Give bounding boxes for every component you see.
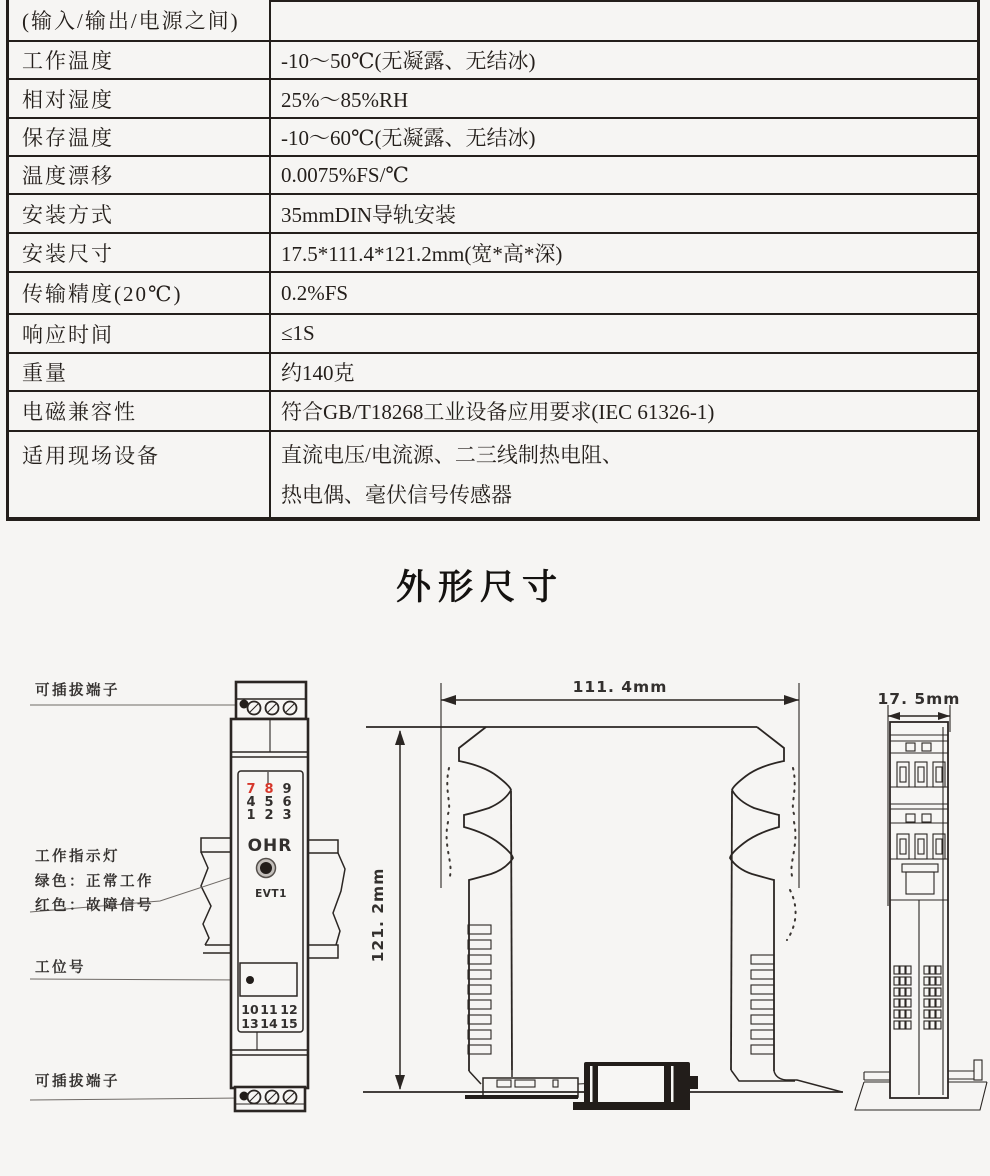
spec-label: 电磁兼容性 (9, 392, 271, 430)
svg-text:13: 13 (241, 1016, 259, 1031)
status-indicator-light (257, 859, 276, 878)
spec-value-line: 热电偶、毫伏信号传感器 (281, 483, 512, 507)
label-indicator-line1: 工作指示灯 (35, 849, 120, 865)
vent-slots-right (751, 955, 774, 1054)
svg-text:12: 12 (280, 1002, 298, 1017)
svg-text:14: 14 (260, 1016, 278, 1031)
dimension-111-4 (441, 678, 799, 888)
svg-text:15: 15 (280, 1016, 298, 1031)
svg-text:5: 5 (264, 795, 274, 810)
svg-text:8: 8 (264, 782, 274, 797)
side-view (363, 678, 843, 1110)
spec-value: 符合GB/T18268工业设备应用要求(IEC 61326-1) (281, 400, 715, 424)
spec-value-line: 直流电压/电流源、二三线制热电阻、 (281, 443, 623, 467)
spec-value: 约140克 (281, 361, 355, 385)
end-view (855, 690, 987, 1110)
label-pluggable-terminal-bottom: 可插拔端子 (35, 1074, 120, 1090)
terminal-block-top (236, 682, 306, 719)
spec-value: 35mmDIN导轨安装 (281, 202, 456, 227)
svg-text:3: 3 (282, 808, 292, 823)
svg-text:6: 6 (282, 795, 292, 810)
spec-label: 传输精度(20℃) (9, 273, 271, 313)
dim-depth-value: 121. 2mm (369, 867, 387, 963)
spec-value: -10～50℃(无凝露、无结冰) (281, 49, 536, 73)
spec-label: 工作温度 (9, 42, 271, 78)
indicator-label: EVT1 (255, 888, 287, 900)
svg-text:9: 9 (282, 782, 292, 797)
svg-text:1: 1 (246, 808, 256, 823)
svg-text:4: 4 (246, 795, 256, 810)
spec-label: (输入/输出/电源之间) (9, 0, 271, 40)
svg-text:7: 7 (246, 782, 256, 797)
spec-value: 0.0075%FS/℃ (281, 162, 409, 187)
spec-value: ≤1S (281, 321, 315, 345)
terminal-numbers-bottom (241, 1002, 297, 1031)
brand-logo: OHR (247, 836, 293, 856)
label-pluggable-terminal-top: 可插拔端子 (35, 683, 120, 699)
vent-slots-left (468, 925, 491, 1054)
spec-label: 保存温度 (9, 119, 271, 155)
din-rail-clip (573, 1062, 698, 1110)
label-indicator-line3: 红色：故障信号 (35, 898, 154, 914)
dim-width-value: 17. 5mm (877, 690, 961, 708)
label-indicator-line2: 绿色：正常工作 (35, 874, 154, 890)
spec-value: 25%～85%RH (281, 87, 409, 112)
station-dot (246, 976, 254, 984)
spec-label: 重量 (9, 354, 271, 390)
dim-height-value: 111. 4mm (572, 678, 668, 696)
svg-text:2: 2 (264, 808, 274, 823)
spec-label: 相对湿度 (9, 80, 271, 117)
section-title: 外形尺寸 (395, 568, 564, 607)
spec-value: 17.5*111.4*121.2mm(宽*高*深) (281, 241, 563, 266)
dimension-121-2 (369, 730, 405, 1090)
spec-label: 安装方式 (9, 195, 271, 232)
label-station-number: 工位号 (35, 960, 86, 976)
spec-label: 适用现场设备 (9, 432, 271, 517)
svg-text:10: 10 (241, 1002, 259, 1017)
terminal-block-bottom (235, 1087, 305, 1111)
spec-label: 响应时间 (9, 315, 271, 352)
leader-line (30, 1098, 242, 1100)
spec-label: 安装尺寸 (9, 234, 271, 271)
svg-text:11: 11 (260, 1002, 278, 1017)
spec-value: 0.2%FS (281, 280, 349, 305)
spec-label: 温度漂移 (9, 157, 271, 193)
din-rail-break-right (308, 840, 345, 958)
spec-value: -10～60℃(无凝露、无结冰) (281, 126, 536, 150)
terminal-numbers-top (246, 782, 291, 823)
front-view (30, 681, 345, 1111)
leader-line (30, 979, 248, 980)
din-rail-break-left (201, 838, 231, 953)
